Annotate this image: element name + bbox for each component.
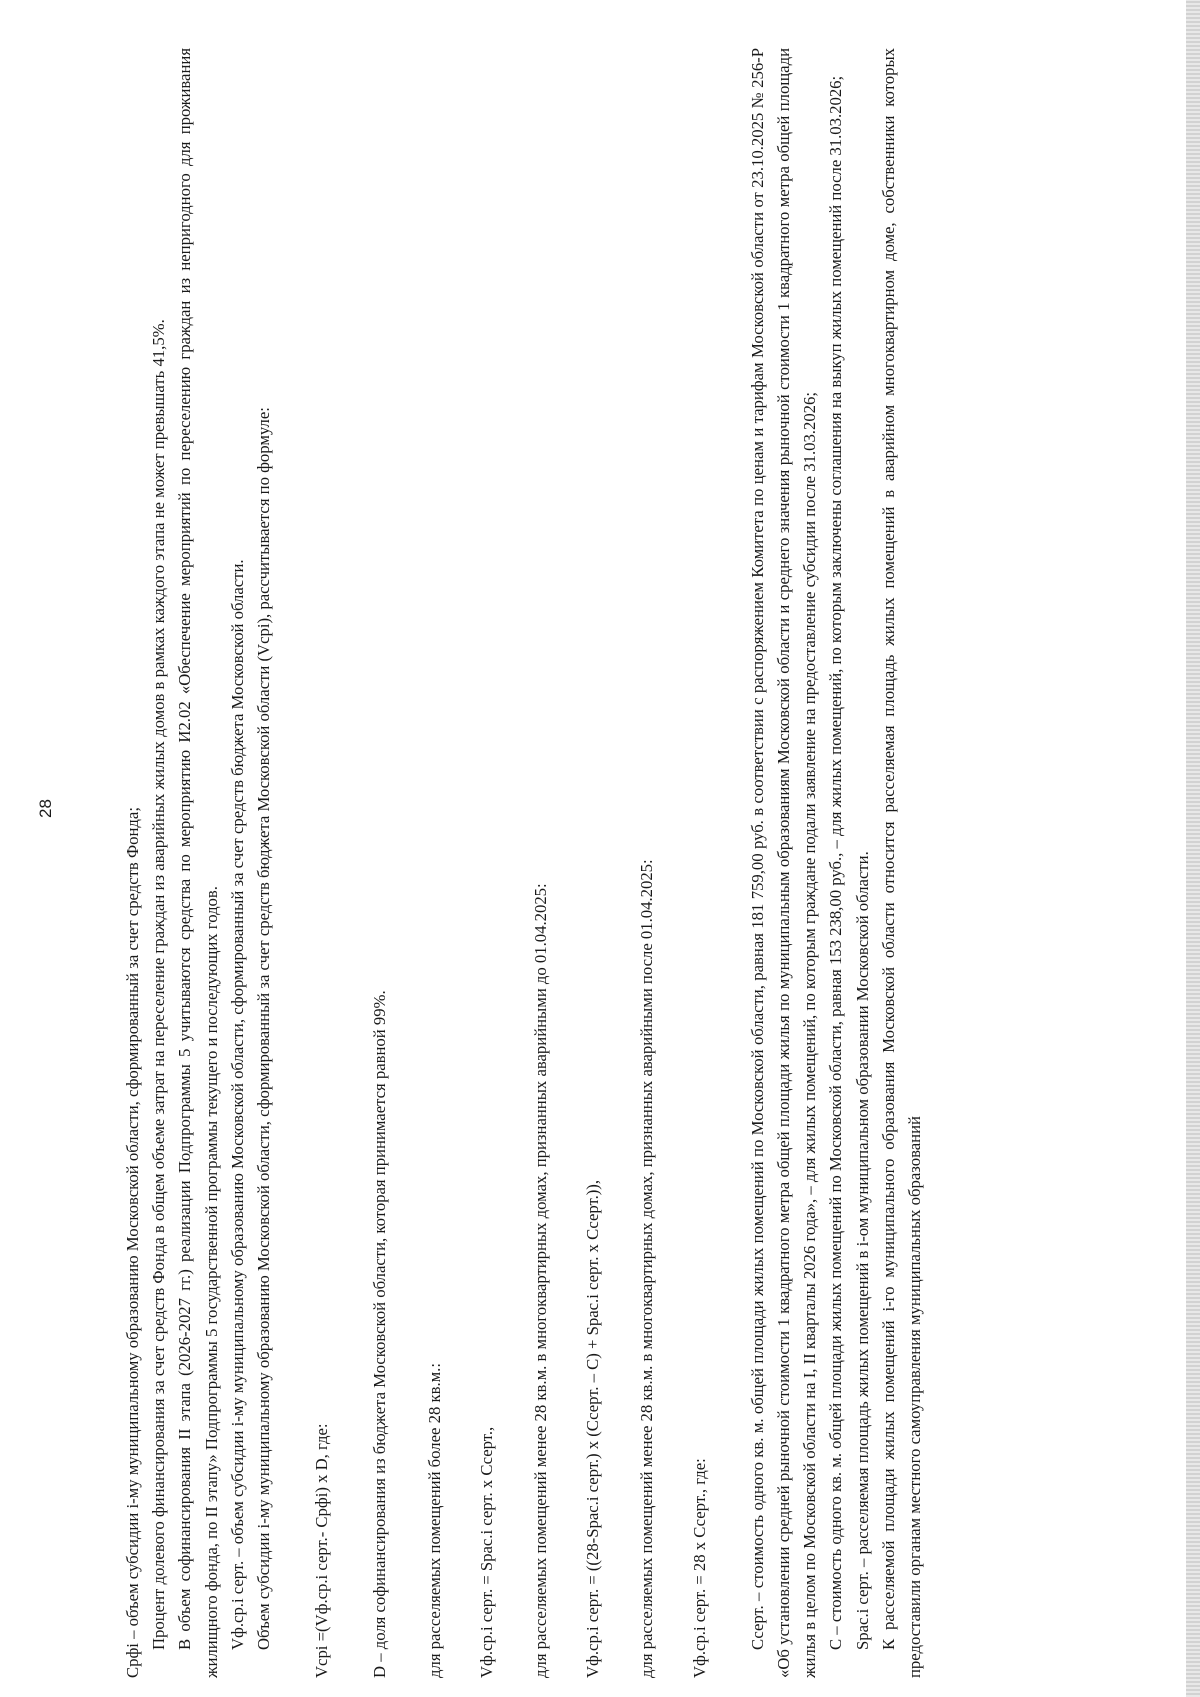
paragraph-c-definition: С – стоимость одного кв. м. общей площади жилых помещений по Московской области, равная 153 238,00 руб., – для жилых помещений, по которым заключены соглашения на выкуп жилых помещений после 31.03.2026; bbox=[826, 75, 846, 1650]
paragraph-d-definition: D – доля софинансирования из бюджета Московской области, которая принимается равной 99%. bbox=[370, 990, 390, 1678]
paragraph-fund-share: Процент долевого финансирования за счет средств Фонда в общем объеме затрат на переселение граждан из аварийных жилых домов в рамках каждого этапа не может превышать 41,5%. bbox=[149, 319, 169, 1650]
paragraph-case-under-28-after: для расселяемых помещений менее 28 кв.м. в многоквартирных домах, признанных аварийными после 01.04.2025: bbox=[637, 859, 657, 1678]
paragraph-ccert-definition: Ссерт. – стоимость одного кв. м. общей площади жилых помещений по Московской области, равная 181 759,00 руб. в соответствии с распоряжением Комитета по ценам и тарифам Московской области от 23.10.2025 № 256-Р «Об установлении средней рыночной стоимости 1 квадратного метра общей площади жилья по муниципальным образованиям Московской области и среднего значения рыночной стоимости 1 квадратного метра общей площади жилья в целом по Московской области на I, II кварталы 2026 года», – для жилых помещений, по которым граждане подали заявление на предоставление субсидии после 31.03.2026; bbox=[747, 48, 820, 1678]
paragraph-subsidy-formula-intro: Объем субсидии i-му муниципальному образованию Московской области, сформированный за счет средств бюджета Московской области (Vсрi), рассчитывается по формуле: bbox=[254, 407, 274, 1650]
paragraph-case-under-28-before: для расселяемых помещений менее 28 кв.м. в многоквартирных домах, признанных аварийными до 01.04.2025: bbox=[531, 883, 551, 1678]
scan-edge bbox=[1186, 0, 1200, 1697]
formula-over-28: Vф.ср.i серт. = Spac.i серт. х Ссерт., bbox=[476, 1426, 496, 1678]
formula-vcpi: Vсрi =(Vф.ср.i серт.- Срфi) х D, где: bbox=[312, 1423, 332, 1678]
paragraph-vf-definition: Vф.ср.i серт. – объем субсидии i-му муниципальному образованию Московской области, сформированный за счет средств бюджета Московской области. bbox=[227, 559, 247, 1650]
paragraph-case-over-28: для расселяемых помещений более 28 кв.м.: bbox=[424, 1363, 444, 1678]
paragraph-srfi-definition: Срфi – объем субсидии i-му муниципальному образованию Московской области, сформированный за счет средств Фонда; bbox=[123, 807, 142, 1678]
paragraph-resettled-area: К расселяемой площади жилых помещений i-го муниципального образования Московской области относится расселяемая площадь жилых помещений в аварийном многоквартирном доме, собственники которых предоставили органам местного самоуправления муниципальных образований bbox=[878, 48, 925, 1678]
formula-under-28-after: Vф.ср.i серт. = 28 х Ссерт., где: bbox=[689, 1458, 709, 1678]
paragraph-stage-two: В объем софинансирования II этапа (2026-2027 гг.) реализации Подпрограммы 5 учитываются средства по мероприятию И2.02 «Обеспечение мероприятий по переселению граждан из непригодного для проживания жилищного фонда, по II этапу» Подпрограммы 5 государственной программы текущего и последующих годов. bbox=[175, 48, 221, 1678]
page-number: 28 bbox=[36, 799, 55, 818]
paragraph-spac-definition: Spac.i серт. – расселяемая площадь жилых помещений в i-ом муниципальном образовании Московской области. bbox=[852, 851, 872, 1650]
document-body bbox=[120, 48, 1120, 1678]
formula-under-28-before: Vф.ср.i серт. = ((28-Spac.i серт.) х (Ссерт. – С) + Spac.i серт. х Ссерт.)), bbox=[583, 1179, 603, 1678]
